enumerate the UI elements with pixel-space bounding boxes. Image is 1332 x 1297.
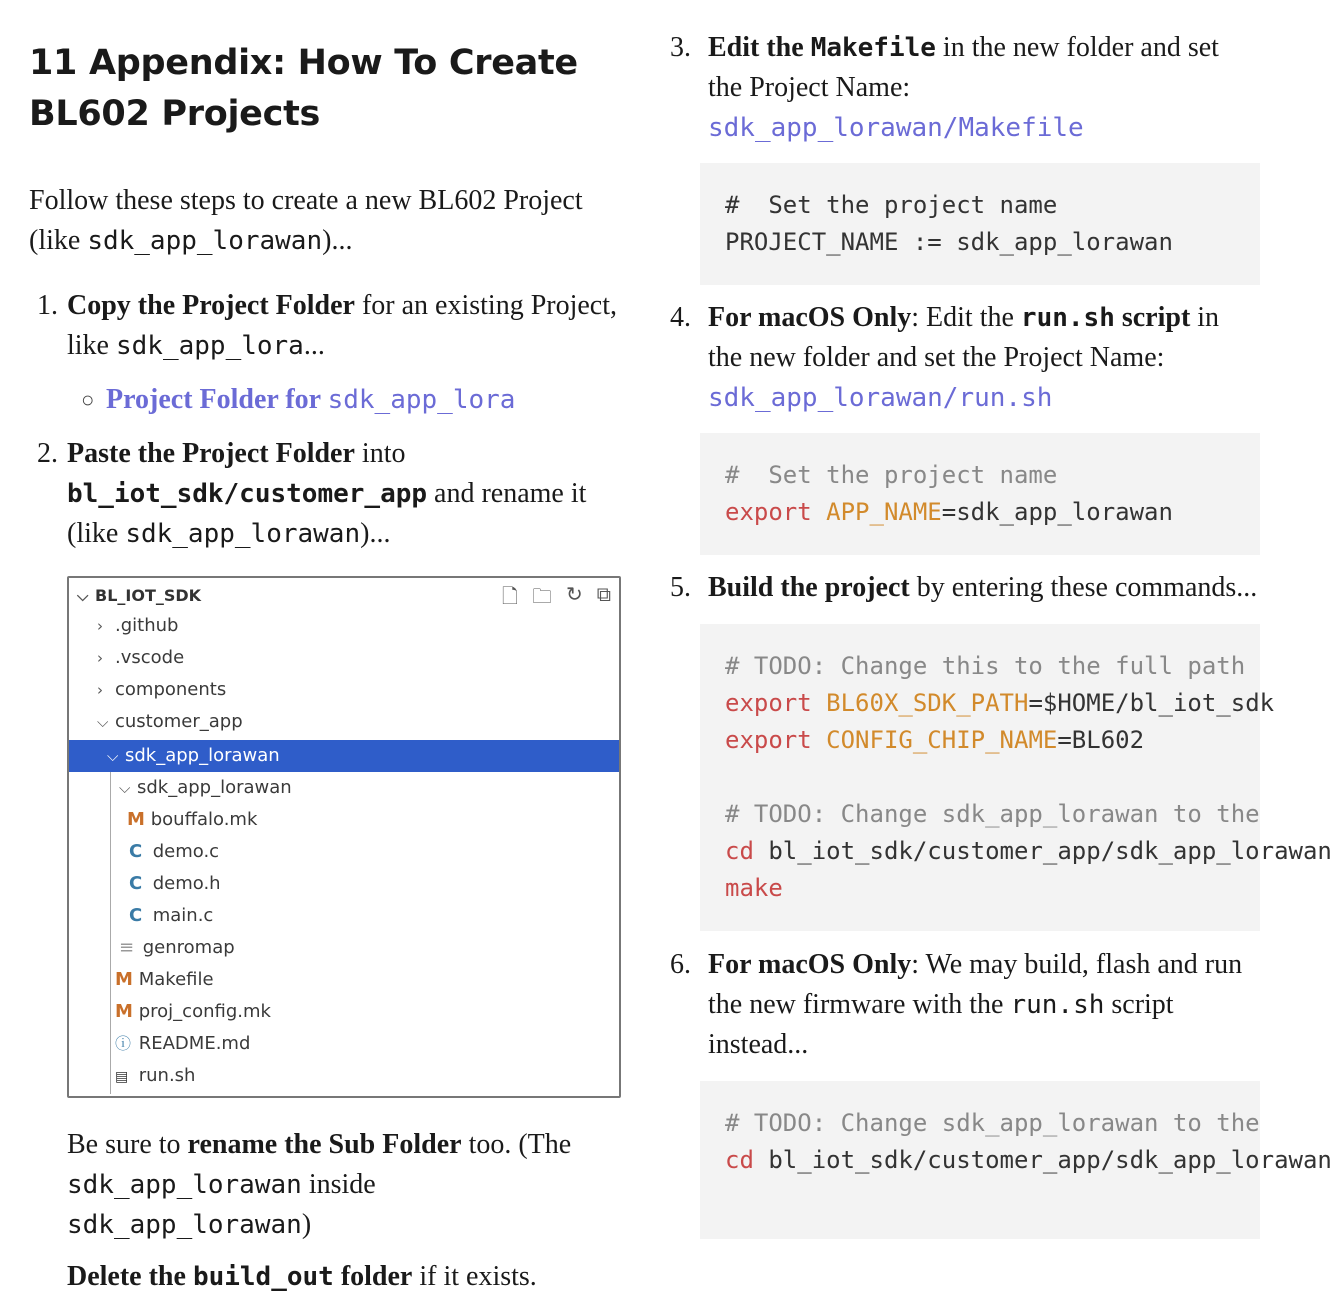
step-4: 4. For macOS Only: Edit the run.sh script in the new folder and set the Project Name: sdk_app_lorawan/run.sh <box>670 302 1220 413</box>
tree-item-bouffalo-mk[interactable]: M bouffalo.mk <box>69 804 619 836</box>
code-block-build: # TODO: Change this to the full path export BL60X_SDK_PATH=$HOME/bl_iot_sdk export CONFIG_CHIP_NAME=BL602 # TODO: Change sdk_app_lorawan to the cd bl_iot_sdk/customer_app/sdk_app_lorawan make <box>700 624 1260 931</box>
file-explorer-screenshot <box>67 576 621 1098</box>
tree-item-components[interactable]: › components <box>69 674 619 706</box>
run-sh-path-link[interactable]: sdk_app_lorawan/run.sh <box>708 383 1053 413</box>
step-5: 5. Build the project by entering these commands... <box>670 572 1258 603</box>
collapse-all-icon[interactable]: ⧉ <box>596 582 611 606</box>
right-column <box>670 0 1332 1239</box>
rename-note: Be sure to rename the Sub Folder too. (The sdk_app_lorawan inside sdk_app_lorawan) <box>67 1129 572 1240</box>
step-1: 1. Copy the Project Folder for an existing Project, like sdk_app_lora... <box>37 290 618 361</box>
project-folder-link[interactable]: ○ Project Folder for sdk_app_lora <box>81 384 516 415</box>
text-file-icon: ≡ <box>119 937 135 958</box>
code-block-makefile: # Set the project name PROJECT_NAME := sdk_app_lorawan <box>700 163 1260 285</box>
tree-item-makefile[interactable]: M Makefile <box>69 964 619 996</box>
tree-item-github[interactable]: › .github <box>69 610 619 642</box>
tree-item-customer-app[interactable]: ⌵ customer_app <box>69 706 619 738</box>
tree-item-run-sh[interactable]: ▤ run.sh <box>69 1060 619 1092</box>
info-icon: ⓘ <box>115 1034 132 1053</box>
chevron-down-icon: ⌵ <box>119 779 131 797</box>
tree-item-proj-config[interactable]: M proj_config.mk <box>69 996 619 1028</box>
tree-item-demo-h[interactable]: C demo.h <box>69 868 619 900</box>
new-file-icon[interactable]: 🗋 <box>501 584 518 608</box>
code-block-run-sh: # Set the project name export APP_NAME=sdk_app_lorawan <box>700 433 1260 555</box>
chevron-down-icon: ⌵ <box>97 713 109 731</box>
chevron-down-icon: ⌵ <box>107 747 119 765</box>
c-file-icon: C <box>129 873 143 894</box>
left-column <box>29 0 629 1292</box>
makefile-icon: M <box>115 1001 133 1022</box>
tree-item-sdk-app-lorawan-selected[interactable]: ⌵ sdk_app_lorawan <box>69 740 619 772</box>
makefile-path-link[interactable]: sdk_app_lorawan/Makefile <box>708 113 1084 143</box>
tree-item-main-c[interactable]: C main.c <box>69 900 619 932</box>
tree-item-vscode[interactable]: › .vscode <box>69 642 619 674</box>
chevron-down-icon: ⌵ <box>77 587 89 605</box>
makefile-icon: M <box>127 809 145 830</box>
tree-root[interactable]: ⌵ BL_IOT_SDK <box>77 586 202 605</box>
step-6: 6. For macOS Only: We may build, flash and run the new firmware with the run.sh script instead... <box>670 949 1243 1060</box>
tree-item-readme[interactable]: ⓘ README.md <box>69 1028 619 1060</box>
page-heading: 11 Appendix: How To Create BL602 Projects <box>29 43 578 134</box>
refresh-icon[interactable]: ↻ <box>565 582 583 606</box>
delete-build-out-line: Delete the build_out folder if it exists. <box>67 1261 537 1292</box>
tree-item-sdk-app-lorawan-sub[interactable]: ⌵ sdk_app_lorawan <box>69 772 619 804</box>
makefile-icon: M <box>115 969 133 990</box>
c-file-icon: C <box>129 905 143 926</box>
c-file-icon: C <box>129 841 143 862</box>
code-block-run: # TODO: Change sdk_app_lorawan to the cd bl_iot_sdk/customer_app/sdk_app_lorawan <box>700 1081 1260 1239</box>
script-file-icon: ▤ <box>115 1069 129 1085</box>
tree-item-genromap[interactable]: ≡ genromap <box>69 932 619 964</box>
chevron-right-icon: › <box>97 681 103 699</box>
intro-paragraph: Follow these steps to create a new BL602 Project (like sdk_app_lorawan)... <box>29 185 583 256</box>
tree-item-demo-c[interactable]: C demo.c <box>69 836 619 868</box>
step-3: 3. Edit the Makefile in the new folder and set the Project Name: sdk_app_lorawan/Makefile <box>670 32 1219 143</box>
chevron-right-icon: › <box>97 649 103 667</box>
step-2: 2. Paste the Project Folder into bl_iot_sdk/customer_app and rename it (like sdk_app_lorawan)... <box>37 438 587 549</box>
chevron-right-icon: › <box>97 617 103 635</box>
new-folder-icon[interactable]: 🗀 <box>531 584 552 608</box>
